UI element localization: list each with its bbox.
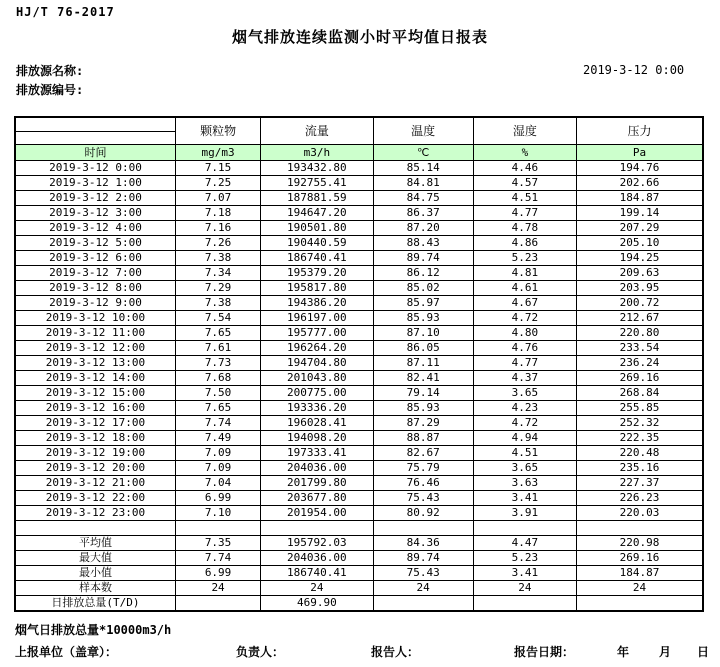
table-row — [15, 356, 703, 371]
value-cell: 7.18 — [175, 206, 260, 221]
value-cell: 85.93 — [373, 311, 473, 326]
value-cell: 87.10 — [373, 326, 473, 341]
time-cell: 2019-3-12 16:00 — [15, 401, 175, 416]
value-cell: 7.25 — [175, 176, 260, 191]
value-cell: 7.10 — [175, 506, 260, 521]
value-cell: 7.04 — [175, 476, 260, 491]
value-cell: 193432.80 — [261, 161, 373, 176]
time-cell: 2019-3-12 19:00 — [15, 446, 175, 461]
value-cell: 194704.80 — [261, 356, 373, 371]
value-cell: 88.43 — [373, 236, 473, 251]
table-row — [15, 491, 703, 506]
value-cell: 7.65 — [175, 326, 260, 341]
value-cell: 7.49 — [175, 431, 260, 446]
value-cell: 201954.00 — [261, 506, 373, 521]
value-cell: 4.94 — [473, 431, 576, 446]
value-cell: 7.29 — [175, 281, 260, 296]
blank-split-top — [16, 118, 175, 132]
value-cell: 194647.20 — [261, 206, 373, 221]
value-cell: 7.38 — [175, 296, 260, 311]
table-row — [15, 161, 703, 176]
summary-value-cell — [473, 596, 576, 612]
summary-value-cell: 7.74 — [175, 551, 260, 566]
unit-particulate: mg/m3 — [175, 145, 260, 161]
table-row — [15, 296, 703, 311]
summary-value-cell: 6.99 — [175, 566, 260, 581]
report-datetime: 2019-3-12 0:00 — [583, 63, 685, 77]
summary-value-cell: 89.74 — [373, 551, 473, 566]
value-cell: 222.35 — [577, 431, 703, 446]
value-cell: 205.10 — [577, 236, 703, 251]
value-cell: 87.11 — [373, 356, 473, 371]
value-cell: 3.63 — [473, 476, 576, 491]
time-cell: 2019-3-12 4:00 — [15, 221, 175, 236]
spacer-cell — [175, 521, 260, 536]
value-cell: 7.74 — [175, 416, 260, 431]
value-cell: 7.54 — [175, 311, 260, 326]
summary-value-cell: 4.47 — [473, 536, 576, 551]
summary-label-cell: 最大值 — [15, 551, 175, 566]
value-cell: 7.65 — [175, 401, 260, 416]
summary-value-cell: 24 — [373, 581, 473, 596]
value-cell: 4.72 — [473, 416, 576, 431]
summary-value-cell: 24 — [577, 581, 703, 596]
summary-value-cell: 195792.03 — [261, 536, 373, 551]
value-cell: 184.87 — [577, 191, 703, 206]
value-cell: 4.67 — [473, 296, 576, 311]
time-cell: 2019-3-12 20:00 — [15, 461, 175, 476]
unit-humidity: % — [473, 145, 576, 161]
value-cell: 89.74 — [373, 251, 473, 266]
value-cell: 7.73 — [175, 356, 260, 371]
value-cell: 85.14 — [373, 161, 473, 176]
table-row — [15, 431, 703, 446]
value-cell: 203677.80 — [261, 491, 373, 506]
value-cell: 85.97 — [373, 296, 473, 311]
table-row — [15, 221, 703, 236]
table-row — [15, 416, 703, 431]
value-cell: 233.54 — [577, 341, 703, 356]
summary-label-cell: 日排放总量(T/D) — [15, 596, 175, 612]
table-row — [15, 311, 703, 326]
table-row — [15, 191, 703, 206]
col-header-flow: 流量 — [261, 117, 373, 145]
value-cell: 86.12 — [373, 266, 473, 281]
value-cell: 204036.00 — [261, 461, 373, 476]
value-cell: 3.91 — [473, 506, 576, 521]
summary-label-cell: 最小值 — [15, 566, 175, 581]
time-cell: 2019-3-12 18:00 — [15, 431, 175, 446]
value-cell: 7.26 — [175, 236, 260, 251]
spacer-cell — [577, 521, 703, 536]
value-cell: 4.78 — [473, 221, 576, 236]
day-label: 日 — [697, 645, 710, 659]
summary-value-cell: 7.35 — [175, 536, 260, 551]
time-cell: 2019-3-12 14:00 — [15, 371, 175, 386]
summary-row — [15, 566, 703, 581]
table-row — [15, 326, 703, 341]
table-row — [15, 461, 703, 476]
table-row — [15, 281, 703, 296]
value-cell: 186740.41 — [261, 251, 373, 266]
table-row — [15, 341, 703, 356]
value-cell: 4.76 — [473, 341, 576, 356]
value-cell: 255.85 — [577, 401, 703, 416]
value-cell: 194.25 — [577, 251, 703, 266]
time-cell: 2019-3-12 6:00 — [15, 251, 175, 266]
time-cell: 2019-3-12 11:00 — [15, 326, 175, 341]
table-row — [15, 251, 703, 266]
time-cell: 2019-3-12 2:00 — [15, 191, 175, 206]
report-table — [14, 116, 704, 612]
value-cell: 4.80 — [473, 326, 576, 341]
value-cell: 236.24 — [577, 356, 703, 371]
value-cell: 7.09 — [175, 461, 260, 476]
value-cell: 194098.20 — [261, 431, 373, 446]
value-cell: 4.77 — [473, 356, 576, 371]
col-header-particulate: 颗粒物 — [175, 117, 260, 145]
value-cell: 209.63 — [577, 266, 703, 281]
value-cell: 194.76 — [577, 161, 703, 176]
col-header-pressure: 压力 — [577, 117, 703, 145]
table-row — [15, 206, 703, 221]
summary-value-cell: 75.43 — [373, 566, 473, 581]
summary-row — [15, 536, 703, 551]
col-header-temperature: 温度 — [373, 117, 473, 145]
value-cell: 4.51 — [473, 446, 576, 461]
value-cell: 5.23 — [473, 251, 576, 266]
summary-value-cell: 24 — [175, 581, 260, 596]
summary-label-cell: 平均值 — [15, 536, 175, 551]
value-cell: 84.75 — [373, 191, 473, 206]
table-row — [15, 401, 703, 416]
value-cell: 82.41 — [373, 371, 473, 386]
summary-value-cell: 5.23 — [473, 551, 576, 566]
value-cell: 252.32 — [577, 416, 703, 431]
standard-code: HJ/T 76-2017 — [16, 5, 115, 19]
table-row — [15, 446, 703, 461]
value-cell: 207.29 — [577, 221, 703, 236]
value-cell: 201799.80 — [261, 476, 373, 491]
spacer-cell — [15, 521, 175, 536]
value-cell: 85.02 — [373, 281, 473, 296]
time-cell: 2019-3-12 15:00 — [15, 386, 175, 401]
summary-row — [15, 596, 703, 612]
table-row — [15, 176, 703, 191]
value-cell: 87.20 — [373, 221, 473, 236]
table-row — [15, 236, 703, 251]
unit-pressure: Pa — [577, 145, 703, 161]
time-cell: 2019-3-12 1:00 — [15, 176, 175, 191]
blank-split-bottom — [16, 132, 175, 144]
time-cell: 2019-3-12 5:00 — [15, 236, 175, 251]
summary-value-cell — [175, 596, 260, 612]
value-cell: 190440.59 — [261, 236, 373, 251]
time-cell: 2019-3-12 8:00 — [15, 281, 175, 296]
value-cell: 220.48 — [577, 446, 703, 461]
value-cell: 7.68 — [175, 371, 260, 386]
value-cell: 84.81 — [373, 176, 473, 191]
value-cell: 79.14 — [373, 386, 473, 401]
total-emission-note: 烟气日排放总量*10000m3/h — [15, 623, 172, 637]
value-cell: 80.92 — [373, 506, 473, 521]
value-cell: 269.16 — [577, 371, 703, 386]
value-cell: 88.87 — [373, 431, 473, 446]
value-cell: 187881.59 — [261, 191, 373, 206]
summary-value-cell: 24 — [261, 581, 373, 596]
value-cell: 220.80 — [577, 326, 703, 341]
summary-value-cell: 469.90 — [261, 596, 373, 612]
time-cell: 2019-3-12 13:00 — [15, 356, 175, 371]
manager-label: 负责人： — [236, 645, 285, 659]
summary-row — [15, 581, 703, 596]
value-cell: 85.93 — [373, 401, 473, 416]
col-header-humidity: 湿度 — [473, 117, 576, 145]
summary-value-cell — [577, 596, 703, 612]
value-cell: 200.72 — [577, 296, 703, 311]
table-row — [15, 386, 703, 401]
value-cell: 4.51 — [473, 191, 576, 206]
value-cell: 7.38 — [175, 251, 260, 266]
value-cell: 227.37 — [577, 476, 703, 491]
value-cell: 7.15 — [175, 161, 260, 176]
summary-value-cell: 204036.00 — [261, 551, 373, 566]
time-cell: 2019-3-12 12:00 — [15, 341, 175, 356]
time-cell: 2019-3-12 23:00 — [15, 506, 175, 521]
value-cell: 199.14 — [577, 206, 703, 221]
value-cell: 4.86 — [473, 236, 576, 251]
time-cell: 2019-3-12 7:00 — [15, 266, 175, 281]
value-cell: 3.65 — [473, 461, 576, 476]
time-cell: 2019-3-12 3:00 — [15, 206, 175, 221]
value-cell: 192755.41 — [261, 176, 373, 191]
table-row — [15, 476, 703, 491]
value-cell: 235.16 — [577, 461, 703, 476]
value-cell: 4.37 — [473, 371, 576, 386]
report-date-label: 报告日期： — [514, 645, 575, 659]
time-cell: 2019-3-12 21:00 — [15, 476, 175, 491]
value-cell: 4.61 — [473, 281, 576, 296]
summary-value-cell: 184.87 — [577, 566, 703, 581]
summary-value-cell: 220.98 — [577, 536, 703, 551]
summary-value-cell: 269.16 — [577, 551, 703, 566]
value-cell: 7.50 — [175, 386, 260, 401]
reporter-label: 报告人： — [371, 645, 420, 659]
value-cell: 6.99 — [175, 491, 260, 506]
value-cell: 75.43 — [373, 491, 473, 506]
value-cell: 75.79 — [373, 461, 473, 476]
value-cell: 193336.20 — [261, 401, 373, 416]
value-cell: 196028.41 — [261, 416, 373, 431]
month-label: 月 — [659, 645, 672, 659]
summary-value-cell: 186740.41 — [261, 566, 373, 581]
value-cell: 4.72 — [473, 311, 576, 326]
summary-row — [15, 551, 703, 566]
value-cell: 200775.00 — [261, 386, 373, 401]
year-label: 年 — [617, 645, 630, 659]
time-header: 时间 — [15, 145, 175, 161]
time-header-blank-cell — [15, 117, 175, 145]
source-id-label: 排放源编号: — [16, 83, 84, 97]
value-cell: 197333.41 — [261, 446, 373, 461]
spacer-cell — [373, 521, 473, 536]
value-cell: 76.46 — [373, 476, 473, 491]
value-cell: 4.23 — [473, 401, 576, 416]
time-cell: 2019-3-12 10:00 — [15, 311, 175, 326]
value-cell: 7.09 — [175, 446, 260, 461]
value-cell: 7.34 — [175, 266, 260, 281]
value-cell: 202.66 — [577, 176, 703, 191]
time-cell: 2019-3-12 17:00 — [15, 416, 175, 431]
summary-value-cell: 24 — [473, 581, 576, 596]
value-cell: 226.23 — [577, 491, 703, 506]
value-cell: 196197.00 — [261, 311, 373, 326]
value-cell: 3.65 — [473, 386, 576, 401]
unit-temperature: ℃ — [373, 145, 473, 161]
spacer-row — [15, 521, 703, 536]
unit-header-row — [15, 145, 703, 161]
value-cell: 7.16 — [175, 221, 260, 236]
value-cell: 220.03 — [577, 506, 703, 521]
value-cell: 195379.20 — [261, 266, 373, 281]
page-title: 烟气排放连续监测小时平均值日报表 — [231, 28, 488, 46]
time-cell: 2019-3-12 22:00 — [15, 491, 175, 506]
value-cell: 4.46 — [473, 161, 576, 176]
value-cell: 86.37 — [373, 206, 473, 221]
value-cell: 195817.80 — [261, 281, 373, 296]
value-cell: 7.61 — [175, 341, 260, 356]
value-cell: 4.57 — [473, 176, 576, 191]
value-cell: 203.95 — [577, 281, 703, 296]
summary-value-cell: 3.41 — [473, 566, 576, 581]
report-unit-label: 上报单位（盖章）： — [15, 645, 118, 659]
time-cell: 2019-3-12 0:00 — [15, 161, 175, 176]
source-name-label: 排放源名称: — [16, 64, 84, 78]
value-cell: 195777.00 — [261, 326, 373, 341]
value-cell: 194386.20 — [261, 296, 373, 311]
table-row — [15, 506, 703, 521]
value-cell: 87.29 — [373, 416, 473, 431]
table-row — [15, 266, 703, 281]
unit-flow: m3/h — [261, 145, 373, 161]
column-header-row — [15, 117, 703, 145]
time-cell: 2019-3-12 9:00 — [15, 296, 175, 311]
value-cell: 7.07 — [175, 191, 260, 206]
value-cell: 201043.80 — [261, 371, 373, 386]
spacer-cell — [261, 521, 373, 536]
value-cell: 212.67 — [577, 311, 703, 326]
spacer-cell — [473, 521, 576, 536]
value-cell: 4.77 — [473, 206, 576, 221]
value-cell: 268.84 — [577, 386, 703, 401]
table-row — [15, 371, 703, 386]
summary-label-cell: 样本数 — [15, 581, 175, 596]
value-cell: 4.81 — [473, 266, 576, 281]
value-cell: 190501.80 — [261, 221, 373, 236]
value-cell: 3.41 — [473, 491, 576, 506]
summary-value-cell: 84.36 — [373, 536, 473, 551]
value-cell: 82.67 — [373, 446, 473, 461]
value-cell: 86.05 — [373, 341, 473, 356]
summary-value-cell — [373, 596, 473, 612]
value-cell: 196264.20 — [261, 341, 373, 356]
